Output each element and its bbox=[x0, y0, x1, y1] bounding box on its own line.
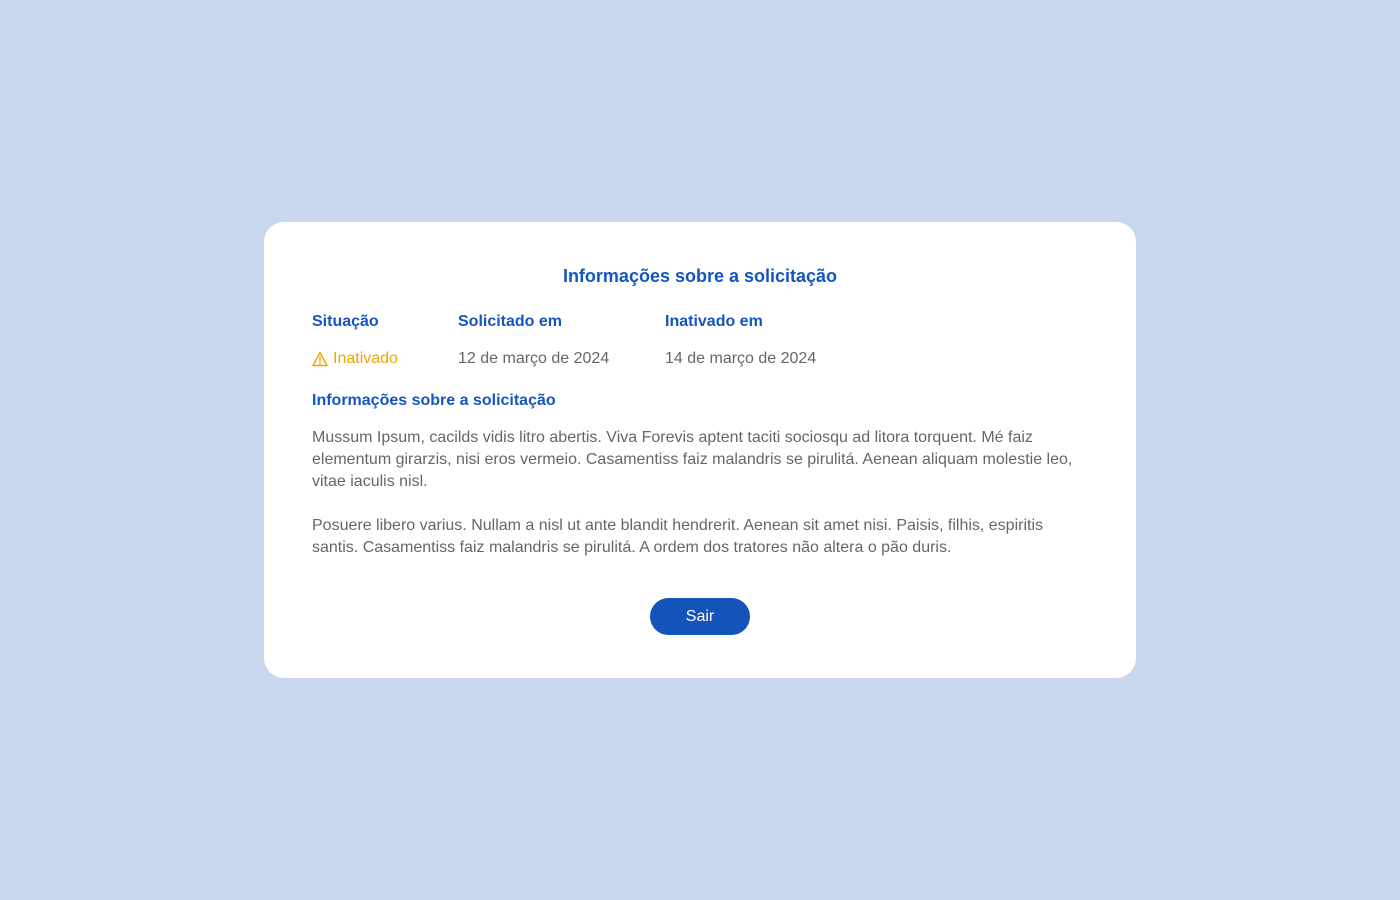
status-badge bbox=[312, 350, 398, 368]
description-paragraph-2: Posuere libero varius. Nullam a nisl ut ante blandit hendrerit. Aenean sit amet nisi. Paisis, filhis, espiritis santis. Casamentiss faiz malandris se pirulitá. A ordem dos tratores não altera o pão duris. bbox=[312, 517, 1044, 556]
status-value: Inativado bbox=[333, 350, 398, 367]
requested-date-value: 12 de março de 2024 bbox=[458, 350, 610, 367]
warning-icon bbox=[312, 351, 328, 367]
requested-date-label: Solicitado em bbox=[458, 313, 563, 330]
inactivated-date-label: Inativado em bbox=[665, 313, 763, 330]
description-paragraph-1: Mussum Ipsum, cacilds vidis litro abertis. Viva Forevis aptent taciti sociosqu ad litora torquent. Mé faiz elementum girarzis, nisi eros vermeio. Casamentiss faiz malandris se pirulitá. Aenean aliquam molestie leo, vitae iaculis nisl. bbox=[312, 429, 1073, 490]
request-info-modal bbox=[264, 222, 1136, 678]
inactivated-date-value: 14 de março de 2024 bbox=[665, 350, 817, 367]
modal-title: Informações sobre a solicitação bbox=[562, 266, 838, 286]
exit-button[interactable]: Sair bbox=[650, 598, 750, 635]
section-title: Informações sobre a solicitação bbox=[312, 392, 556, 409]
status-label: Situação bbox=[312, 313, 379, 330]
